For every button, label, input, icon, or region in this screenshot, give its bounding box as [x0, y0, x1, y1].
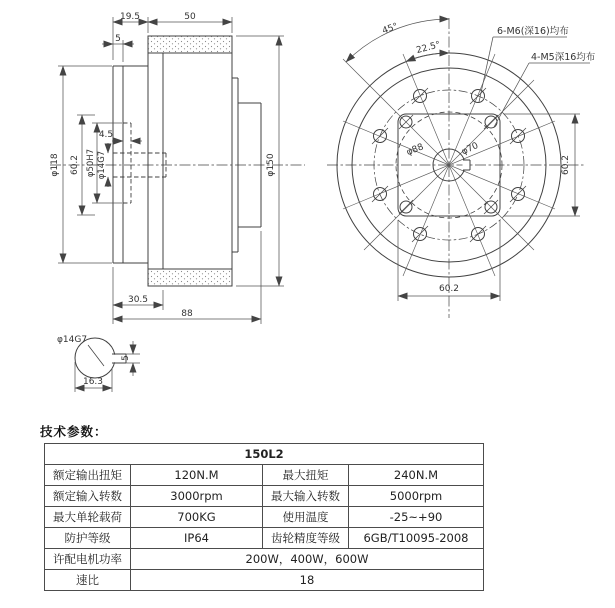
hidden-bore-lines: [113, 123, 166, 203]
spec-label: 使用温度: [263, 507, 349, 528]
dim-88: 88: [181, 309, 193, 319]
spec-value: IP64: [131, 528, 263, 549]
detail-dia14g7: φ14G7: [57, 335, 88, 345]
table-row-power: [45, 549, 484, 570]
knurl-band-top: [148, 36, 232, 53]
spec-table: [44, 443, 484, 591]
detail-16-3: 16.3: [82, 377, 104, 387]
label-m6-holes: 6-M6(深16)均布: [497, 26, 569, 37]
spec-label: 防护等级: [45, 528, 131, 549]
dim-dia150: φ150: [266, 153, 276, 177]
table-row-model: [45, 444, 484, 465]
angle-22-5-arc: [406, 53, 449, 62]
table-row: [45, 528, 484, 549]
dim-50: 50: [184, 12, 196, 22]
dim-19-5: 19.5: [119, 12, 141, 22]
dim-dia70: φ70: [460, 140, 481, 158]
dim-60-2-right: 60.2: [561, 154, 571, 176]
spec-value: 120N.M: [131, 465, 263, 486]
dim-dia118: φ118: [50, 153, 60, 177]
spec-label: 速比: [45, 570, 131, 591]
spec-value: 700KG: [131, 507, 263, 528]
model-cell: 150L2: [45, 444, 484, 465]
spec-label: 许配电机功率: [45, 549, 131, 570]
dim-dia14g7: φ14G7: [97, 150, 107, 180]
detail-leader-line: [88, 345, 104, 366]
table-row: [45, 507, 484, 528]
dim-60-2: 60.2: [70, 154, 80, 176]
dim-dia88: φ88: [405, 142, 426, 159]
spec-label: 额定输出扭矩: [45, 465, 131, 486]
detail-5: 5: [121, 355, 131, 361]
spec-label: 最大扭矩: [263, 465, 349, 486]
angle-45-arc: [346, 19, 449, 62]
spec-value: -25~+90: [349, 507, 484, 528]
dim-4-5: 4.5: [98, 130, 114, 140]
spec-value: 5000rpm: [349, 486, 484, 507]
table-row: [45, 486, 484, 507]
dim-dia50h7: φ50H7: [86, 148, 96, 178]
spec-value: 18: [131, 570, 484, 591]
dim-5: 5: [115, 34, 121, 44]
label-m5-holes: 4-M5深16均布: [531, 52, 596, 63]
spec-value: 6GB/T10095-2008: [349, 528, 484, 549]
knurl-band-bottom: [148, 269, 232, 286]
dim-45deg: 45°: [381, 21, 400, 37]
dim-60-2-bottom: 60.2: [438, 284, 460, 294]
table-row: [45, 465, 484, 486]
dim-30-5: 30.5: [127, 295, 149, 305]
spec-section-title: 技术参数：: [40, 424, 108, 439]
spec-value: 240N.M: [349, 465, 484, 486]
spec-value: 200W，400W，600W: [131, 549, 484, 570]
table-row-ratio: [45, 570, 484, 591]
spec-label: 最大单轮载荷: [45, 507, 131, 528]
spec-label: 最大输入转数: [263, 486, 349, 507]
housing-body: [148, 36, 232, 286]
spec-value: 3000rpm: [131, 486, 263, 507]
dim-22-5deg: 22.5°: [415, 40, 442, 57]
spec-label: 额定输入转数: [45, 486, 131, 507]
spec-label: 齿轮精度等级: [263, 528, 349, 549]
